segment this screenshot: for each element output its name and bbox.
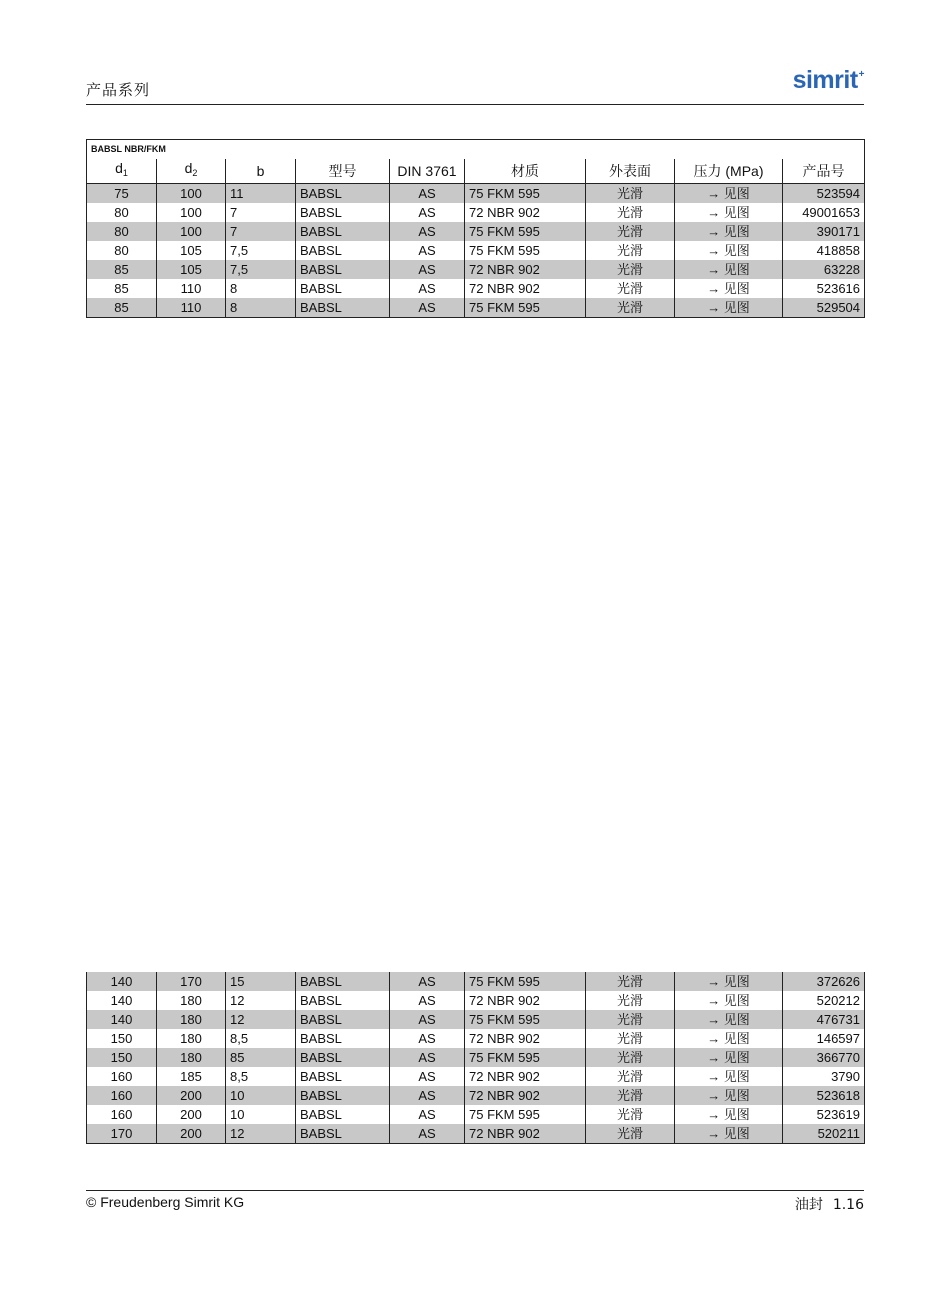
- table-cell: AS: [390, 184, 465, 204]
- footer-copyright: © Freudenberg Simrit KG: [86, 1194, 245, 1210]
- table-cell: 光滑: [586, 1124, 675, 1144]
- table-cell: 523618: [783, 1086, 865, 1105]
- col-header-material: 材质: [465, 159, 586, 184]
- table-cell: 10: [226, 1086, 296, 1105]
- table-cell: AS: [390, 279, 465, 298]
- table-cell: 180: [157, 1048, 226, 1067]
- table-cell: 光滑: [586, 1105, 675, 1124]
- table-cell: 390171: [783, 222, 865, 241]
- table-cell: 160: [87, 1086, 157, 1105]
- table-row: [87, 241, 865, 260]
- table-cell: AS: [390, 222, 465, 241]
- table-cell: 光滑: [586, 260, 675, 279]
- table-cell: 170: [157, 972, 226, 991]
- table-row: [87, 972, 865, 991]
- simrit-logo: [793, 66, 864, 95]
- table-cell: AS: [390, 1124, 465, 1144]
- table-cell: 523619: [783, 1105, 865, 1124]
- table-cell: 160: [110, 1069, 133, 1084]
- col-header-surface: 外表面: [586, 159, 675, 184]
- table-cell: BABSL: [296, 1029, 390, 1048]
- table-cell: 146597: [783, 1029, 865, 1048]
- footer-section: 油封: [794, 1197, 823, 1213]
- table-cell: 光滑: [586, 184, 675, 204]
- table-cell: 529504: [783, 298, 865, 318]
- table-cell: 10: [226, 1105, 296, 1124]
- table-row: [87, 184, 865, 204]
- table-cell: 140: [87, 1010, 157, 1029]
- table-cell: → 见图: [675, 1086, 783, 1105]
- table-cell: 160: [110, 1107, 133, 1122]
- table-cell: 200: [157, 1086, 226, 1105]
- table-cell: 72 NBR 902: [465, 279, 586, 298]
- table-cell: → 见图: [675, 1124, 783, 1144]
- table-caption: BABSL NBR/FKM: [91, 144, 166, 154]
- table-cell: 100: [157, 184, 226, 204]
- table-cell: 418858: [783, 241, 865, 260]
- table-cell: 100: [157, 203, 226, 222]
- table-cell: 光滑: [586, 203, 675, 222]
- table-cell: 63228: [783, 260, 865, 279]
- table-cell: 72 NBR 902: [465, 1086, 586, 1105]
- col-header-type: 型号: [296, 159, 390, 184]
- table-cell: AS: [390, 1010, 465, 1029]
- table-cell: BABSL: [296, 298, 390, 318]
- footer-page-number: 1.16: [832, 1197, 864, 1213]
- col-header-pressure: 压力 (MPa): [675, 159, 783, 184]
- table-cell: 520212: [783, 991, 865, 1010]
- table-cell: 12: [226, 1010, 296, 1029]
- table-cell: 75: [87, 184, 157, 204]
- table-cell: 110: [157, 279, 226, 298]
- logo-text: simrit: [792, 66, 858, 94]
- table-cell: 100: [157, 222, 226, 241]
- table-cell: BABSL: [296, 279, 390, 298]
- header-divider: [86, 104, 864, 105]
- table-cell: 75 FKM 595: [465, 972, 586, 991]
- table-cell: 85: [87, 298, 157, 318]
- table-cell: BABSL: [296, 222, 390, 241]
- col-header-d2: $d_2$: [157, 159, 226, 184]
- col-header-d1: $d_1$: [87, 159, 157, 184]
- table-cell: 185: [157, 1067, 226, 1086]
- table-cell: BABSL: [296, 203, 390, 222]
- table-cell: → 见图: [675, 184, 783, 204]
- table-cell: 7: [226, 222, 296, 241]
- table-cell: AS: [390, 972, 465, 991]
- table-cell: AS: [390, 1029, 465, 1048]
- table-cell: 523594: [783, 184, 865, 204]
- table-cell: 105: [157, 241, 226, 260]
- table-cell: 110: [157, 298, 226, 318]
- table-cell: → 见图: [675, 1010, 783, 1029]
- table-row: [87, 1067, 865, 1086]
- table-cell: BABSL: [296, 1010, 390, 1029]
- table-cell: AS: [390, 298, 465, 318]
- table-cell: → 见图: [675, 241, 783, 260]
- product-table-top: [86, 139, 865, 318]
- table-cell: 11: [226, 184, 296, 204]
- table-cell: 150: [87, 1048, 157, 1067]
- table-cell: 光滑: [586, 1067, 675, 1086]
- table-cell: AS: [390, 1105, 465, 1124]
- table-cell: 200: [157, 1105, 226, 1124]
- table-cell: AS: [390, 991, 465, 1010]
- table-cell: → 见图: [675, 298, 783, 318]
- table-cell: 140: [87, 972, 157, 991]
- table-cell: 75 FKM 595: [465, 184, 586, 204]
- product-table-bottom: [86, 972, 865, 1144]
- table-cell: BABSL: [296, 184, 390, 204]
- table-cell: 80: [114, 205, 129, 220]
- table-cell: 8,5: [226, 1067, 296, 1086]
- page-header-title: 产品系列: [86, 81, 151, 99]
- table-cell: 72 NBR 902: [465, 203, 586, 222]
- table-cell: 49001653: [783, 203, 865, 222]
- table-cell: 光滑: [586, 1029, 675, 1048]
- table-cell: 105: [157, 260, 226, 279]
- table-header-row: [87, 159, 865, 184]
- table-cell: 75 FKM 595: [465, 222, 586, 241]
- table-cell: 85: [114, 281, 129, 296]
- table-cell: → 见图: [675, 260, 783, 279]
- table-cell: 200: [157, 1124, 226, 1144]
- col-header-product-no: 产品号: [783, 159, 865, 184]
- table-cell: AS: [390, 241, 465, 260]
- table-cell: 75 FKM 595: [465, 298, 586, 318]
- table-cell: 75 FKM 595: [465, 1048, 586, 1067]
- table-cell: BABSL: [296, 991, 390, 1010]
- table-cell: 72 NBR 902: [465, 260, 586, 279]
- table-cell: AS: [390, 1067, 465, 1086]
- table-cell: 180: [157, 1029, 226, 1048]
- table-cell: BABSL: [296, 1105, 390, 1124]
- table-cell: 140: [110, 993, 133, 1008]
- table-row: [87, 1086, 865, 1105]
- table-cell: 170: [87, 1124, 157, 1144]
- table-row: [87, 1124, 865, 1144]
- table-cell: 8: [226, 298, 296, 318]
- table-cell: BABSL: [296, 972, 390, 991]
- table-cell: 85: [226, 1048, 296, 1067]
- table-row: [87, 260, 865, 279]
- table-cell: 180: [157, 991, 226, 1010]
- table-cell: 15: [226, 972, 296, 991]
- table-cell: 80: [114, 243, 129, 258]
- table-cell: → 见图: [675, 1048, 783, 1067]
- table-cell: AS: [390, 203, 465, 222]
- table-cell: → 见图: [675, 1029, 783, 1048]
- table-cell: 72 NBR 902: [465, 1067, 586, 1086]
- table-cell: 72 NBR 902: [465, 1029, 586, 1048]
- table-cell: 8,5: [226, 1029, 296, 1048]
- table-cell: BABSL: [296, 241, 390, 260]
- table-cell: 150: [110, 1031, 133, 1046]
- table-cell: AS: [390, 260, 465, 279]
- table-row: [87, 222, 865, 241]
- table-cell: 72 NBR 902: [465, 991, 586, 1010]
- table-cell: → 见图: [675, 1067, 783, 1086]
- footer-page-info: [785, 1194, 864, 1214]
- table-cell: 180: [157, 1010, 226, 1029]
- table-cell: → 见图: [675, 1105, 783, 1124]
- table-cell: BABSL: [296, 1124, 390, 1144]
- table-cell: 520211: [783, 1124, 865, 1144]
- table-cell: 光滑: [586, 241, 675, 260]
- table-cell: → 见图: [675, 972, 783, 991]
- table-cell: → 见图: [675, 991, 783, 1010]
- table-cell: 476731: [783, 1010, 865, 1029]
- table-cell: 7,5: [226, 241, 296, 260]
- table-cell: 523616: [783, 279, 865, 298]
- table-row: [87, 1010, 865, 1029]
- table-cell: 光滑: [586, 1010, 675, 1029]
- table-cell: 光滑: [586, 1086, 675, 1105]
- table-row: [87, 1048, 865, 1067]
- table-cell: 光滑: [586, 222, 675, 241]
- table-row: [87, 279, 865, 298]
- table-cell: 12: [226, 991, 296, 1010]
- table-row: [87, 298, 865, 318]
- table-cell: 85: [87, 260, 157, 279]
- table-cell: BABSL: [296, 260, 390, 279]
- table-cell: 光滑: [586, 279, 675, 298]
- table-cell: 3790: [783, 1067, 865, 1086]
- table-cell: 光滑: [586, 1048, 675, 1067]
- table-cell: BABSL: [296, 1086, 390, 1105]
- table-cell: 7: [226, 203, 296, 222]
- table-cell: 75 FKM 595: [465, 1010, 586, 1029]
- table-cell: AS: [390, 1048, 465, 1067]
- table-cell: 75 FKM 595: [465, 241, 586, 260]
- col-header-b: b: [226, 159, 296, 184]
- table-cell: → 见图: [675, 203, 783, 222]
- table-row: [87, 991, 865, 1010]
- table-cell: 372626: [783, 972, 865, 991]
- col-header-din: DIN 3761: [390, 159, 465, 184]
- table-cell: 366770: [783, 1048, 865, 1067]
- table-cell: 光滑: [586, 991, 675, 1010]
- footer-divider: [86, 1190, 864, 1191]
- table-cell: AS: [390, 1086, 465, 1105]
- table-row: [87, 1029, 865, 1048]
- table-cell: 80: [87, 222, 157, 241]
- table-cell: 7,5: [226, 260, 296, 279]
- table-cell: 12: [226, 1124, 296, 1144]
- table-cell: 8: [226, 279, 296, 298]
- table-cell: BABSL: [296, 1067, 390, 1086]
- table-row: [87, 203, 865, 222]
- table-cell: 75 FKM 595: [465, 1105, 586, 1124]
- logo-mark-icon: +: [858, 69, 864, 80]
- table-row: [87, 1105, 865, 1124]
- table-cell: → 见图: [675, 222, 783, 241]
- table-cell: 光滑: [586, 972, 675, 991]
- table-cell: → 见图: [675, 279, 783, 298]
- table-cell: BABSL: [296, 1048, 390, 1067]
- table-cell: 72 NBR 902: [465, 1124, 586, 1144]
- table-cell: 光滑: [586, 298, 675, 318]
